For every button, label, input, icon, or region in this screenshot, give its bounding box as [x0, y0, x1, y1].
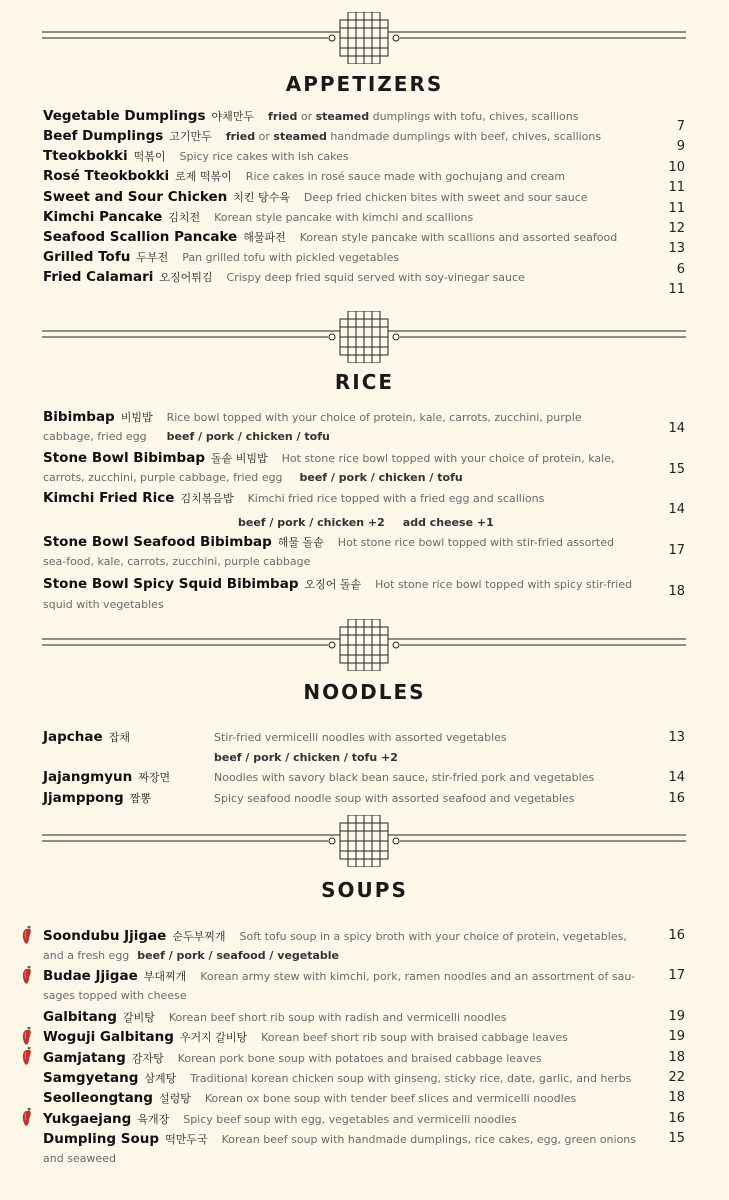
price: 9: [676, 139, 685, 154]
price: 17: [668, 543, 685, 558]
menu-item-continued: and seaweed: [43, 1152, 116, 1165]
price: 14: [668, 421, 685, 436]
price: 18: [668, 584, 685, 599]
menu-item-continued: and a fresh egg beef / pork / seafood / vegetable: [43, 949, 340, 962]
price: 6: [676, 262, 685, 277]
price: 11: [668, 180, 685, 195]
menu-item: Stone Bowl Bibimbap 돌솥 비빔밥 Hot stone rice bowl topped with your choice of protein, kale,: [43, 450, 615, 466]
price: 15: [668, 1131, 685, 1146]
price: 7: [676, 119, 685, 134]
menu-item-continued: sea-food, kale, carrots, zucchini, purple cabbage: [43, 555, 311, 568]
ornament-divider-icon: [42, 815, 686, 867]
price: 10: [668, 160, 685, 175]
menu-item: Bibimbap 비빔밥 Rice bowl topped with your choice of protein, kale, carrots, zucchini, purple: [43, 409, 582, 425]
menu-item: Beef Dumplings 고기만두 fried or steamed handmade dumplings with beef, chives, scallions: [43, 128, 602, 144]
menu-item: Japchae 잡채: [43, 729, 130, 745]
menu-item: Seafood Scallion Pancake 해물파전 Korean style pancake with scallions and assorted seafood: [43, 229, 618, 245]
price: 17: [668, 968, 685, 983]
menu-item: Jjamppong 짬뽕: [43, 790, 151, 806]
price: 14: [668, 502, 685, 517]
price: 19: [668, 1029, 685, 1044]
menu-item-continued: carrots, zucchini, purple cabbage, fried egg beef / pork / chicken / tofu: [43, 471, 463, 484]
price: 22: [668, 1070, 685, 1085]
menu-item: Yukgaejang 육개장 Spicy beef soup with egg, vegetables and vermicelli noodles: [43, 1111, 517, 1127]
ornament-divider-icon: [42, 12, 686, 64]
menu-item: Seolleongtang 설렁탕 Korean ox bone soup with tender beef slices and vermicelli noodles: [43, 1090, 577, 1106]
menu-item: Tteokbokki 떡볶이 Spicy rice cakes with ish cakes: [43, 148, 349, 164]
menu-item: Stone Bowl Spicy Squid Bibimbap 오징어 돌솥 Hot stone rice bowl topped with spicy stir-fried: [43, 576, 633, 592]
menu-item-continued: squid with vegetables: [43, 598, 164, 611]
chili-pepper-icon: [20, 1107, 36, 1127]
menu-item: Woguji Galbitang 우거지 갈비탕 Korean beef short rib soup with braised cabbage leaves: [43, 1029, 568, 1045]
menu-item: Samgyetang 삼계탕 Traditional korean chicken soup with ginseng, sticky rice, date, garlic, and herbs: [43, 1070, 632, 1086]
menu-item: Fried Calamari 오징어튀김 Crispy deep fried squid served with soy-vinegar sauce: [43, 269, 525, 285]
menu-item-continued: sages topped with cheese: [43, 989, 187, 1002]
chili-pepper-icon: [20, 925, 36, 945]
price: 11: [668, 201, 685, 216]
section-title-appetizers: APPETIZERS: [285, 72, 444, 96]
section-title-soups: SOUPS: [321, 878, 408, 902]
price: 12: [668, 221, 685, 236]
price: 16: [668, 1111, 685, 1126]
price: 14: [668, 770, 685, 785]
menu-item: Stone Bowl Seafood Bibimbap 해물 돌솥 Hot stone rice bowl topped with stir-fried assorted: [43, 534, 614, 550]
menu-item-description: Spicy seafood noodle soup with assorted seafood and vegetables: [214, 792, 575, 805]
price: 15: [668, 462, 685, 477]
menu-item: Vegetable Dumplings 야채만두 fried or steamed dumplings with tofu, chives, scallions: [43, 108, 579, 124]
menu-item: Budae Jjigae 부대찌개 Korean army stew with kimchi, pork, ramen noodles and an assortment of sau-: [43, 968, 636, 984]
menu-item: Galbitang 갈비탕 Korean beef short rib soup with radish and vermicelli noodles: [43, 1009, 507, 1025]
price: 13: [668, 730, 685, 745]
menu-item-description: Stir-fried vermicelli noodles with assorted vegetables: [214, 731, 507, 744]
menu-item-description: Noodles with savory black bean sauce, stir-fried pork and vegetables: [214, 771, 595, 784]
price: 18: [668, 1050, 685, 1065]
menu-item: Jajangmyun 짜장면: [43, 769, 171, 785]
menu-item: Dumpling Soup 떡만두국 Korean beef soup with handmade dumplings, rice cakes, egg, green onions: [43, 1131, 637, 1147]
price: 16: [668, 791, 685, 806]
menu-item: Sweet and Sour Chicken 치킨 탕수육 Deep fried chicken bites with sweet and sour sauce: [43, 189, 588, 205]
price: 19: [668, 1009, 685, 1024]
menu-item: Grilled Tofu 두부전 Pan grilled tofu with pickled vegetables: [43, 249, 400, 265]
ornament-divider-icon: [42, 619, 686, 671]
price: 18: [668, 1090, 685, 1105]
price: 11: [668, 282, 685, 297]
menu-item: Gamjatang 감자탕 Korean pork bone soup with potatoes and braised cabbage leaves: [43, 1050, 542, 1066]
section-title-noodles: NOODLES: [303, 680, 426, 704]
price: 13: [668, 241, 685, 256]
chili-pepper-icon: [20, 1026, 36, 1046]
chili-pepper-icon: [20, 1046, 36, 1066]
menu-item-options: beef / pork / chicken / tofu +2: [214, 751, 398, 764]
menu-item-options: beef / pork / chicken +2 add cheese +1: [238, 516, 494, 529]
price: 16: [668, 928, 685, 943]
menu-item-continued: cabbage, fried egg beef / pork / chicken / tofu: [43, 430, 330, 443]
section-title-rice: RICE: [334, 370, 395, 394]
menu-item: Rosé Tteokbokki 로제 떡볶이 Rice cakes in rosé sauce made with gochujang and cream: [43, 168, 566, 184]
menu-item: Soondubu Jjigae 순두부찌개 Soft tofu soup in a spicy broth with your choice of protein, vegetables,: [43, 928, 627, 944]
chili-pepper-icon: [20, 965, 36, 985]
ornament-divider-icon: [42, 311, 686, 363]
menu-item: Kimchi Fried Rice 김치볶음밥 Kimchi fried rice topped with a fried egg and scallions: [43, 490, 545, 506]
menu-item: Kimchi Pancake 김치전 Korean style pancake with kimchi and scallions: [43, 209, 474, 225]
